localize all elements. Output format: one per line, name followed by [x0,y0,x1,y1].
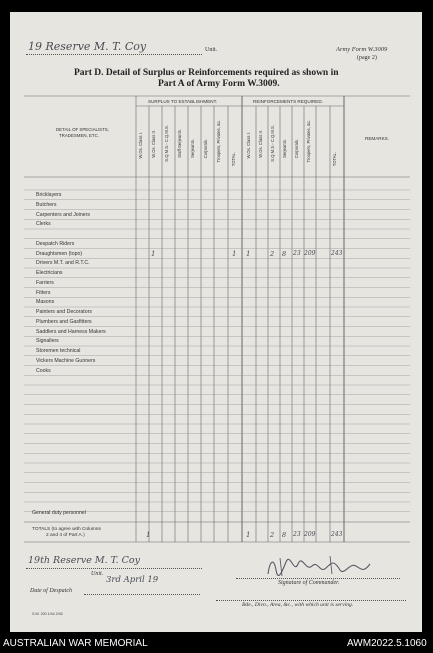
surplus-col-total: TOTAL. [231,152,236,167]
totals-reinf-class1: 1 [246,531,251,539]
drivers-surplus-total: 1 [232,250,237,258]
trade-row-label: Vickers Machine Gunners [36,357,96,364]
date-handwritten: 3rd April 19 [106,575,159,585]
unit-label: Unit. [205,47,218,53]
signature-underline [236,578,400,579]
trade-row-label: Carpenters and Joiners [36,211,90,218]
trade-row-label: Bricklayers [36,192,62,198]
page-number: (page 2) [357,55,377,61]
surplus-col-3: S.Q.M.S.- C.Q.M.S. [164,125,169,162]
reinf-col-5: Corporals. [294,139,299,159]
trade-row-label: Painters and Decorators [36,309,92,315]
totals-reinf-sqms: 2 [270,531,275,539]
surplus-col-7: Troopers, Privates, &c. [216,120,221,163]
surplus-header: SURPLUS TO ESTABLISHMENT. [148,99,218,104]
drivers-reinf-cpls: 23 [293,250,301,257]
reinf-col-3: S.Q.M.S.- C.Q.M.S. [270,125,275,162]
trade-row-label: Signallers [36,338,59,345]
trade-row-label: Farriers [36,279,54,286]
totals-surplus: 1 [146,531,151,539]
totals-reinf-sjts: 8 [282,531,287,539]
drivers-reinf-sqms: 2 [270,250,275,258]
reinf-col-4: Serjeants. [282,139,287,158]
drivers-reinf-total: 243 [331,250,343,257]
date-label: Date of Despatch [30,588,72,594]
reinf-col-total: TOTAL. [332,152,337,167]
reinf-col-2: W.Os. Class II. [258,130,263,158]
unit-bottom-handwritten: 19th Reserve M. T. Coy [28,555,140,566]
surplus-col-1: W.Os. Class I. [138,132,143,159]
drivers-surplus-value: 1 [151,250,156,258]
general-duty-label: General duty personnel [32,510,86,516]
bde-label: Bde., Divn., Area, &c., with which unit is serving. [242,602,354,608]
trade-row-label: Storemen technical [36,348,81,354]
reinforcements-header: REINFORCEMENTS REQUIRED. [253,99,323,104]
bde-underline [216,600,406,601]
trade-row-label: Clerks [36,221,51,228]
reinf-col-1: W.Os. Class I. [246,132,251,159]
reinf-col-6: Troopers, Privates, &c. [306,120,311,163]
trade-row-label: Drivers M.T. and R.T.C. [36,260,90,267]
signature-label: Signature of Commander. [278,580,340,586]
drivers-reinf-ptes: 209 [304,250,316,257]
detail-header-line1: DETAIL OF SPECIALISTS, [56,127,109,132]
drivers-reinf-class1: 1 [246,250,251,258]
surplus-col-6: Corporals. [203,139,208,159]
trade-row-label: Electricians [36,270,63,276]
drivers-reinf-sjts: 8 [282,250,287,258]
trade-row-label: Masons [36,299,55,306]
trade-row-label: Saddlers and Harness Makers [36,328,106,335]
totals-label-line1: TOTALS (to agree with Columns [32,527,101,532]
remarks-header: REMARKS. [365,136,389,141]
form-page [10,12,422,632]
surplus-col-5: Serjeants. [190,139,195,158]
print-code: S.W. 200 1/44 2/46 [32,612,63,616]
trade-row-label: Draughtsmen (topo) [36,250,83,257]
form-title-line2: Part A of Army Form W.3009. [158,79,280,89]
archive-footer [0,634,433,653]
trade-row-label: Fitters [36,289,51,296]
totals-reinf-total: 243 [331,531,343,538]
surplus-col-4: Staff-Serjeants. [177,129,182,158]
totals-reinf-ptes: 209 [304,531,316,538]
surplus-col-2: W.Os. Class II. [151,130,156,158]
unit-handwritten: 19 Reserve M. T. Coy [28,40,147,53]
detail-header-line2: TRADESMEN, ETC. [59,133,100,138]
trade-row-label: Despatch Riders [36,240,75,247]
form-title-line1: Part D. Detail of Surplus or Reinforcements required as shown in [74,68,339,78]
trade-row-label: Cooks [36,367,51,374]
date-underline [84,594,200,595]
footer-left: AUSTRALIAN WAR MEMORIAL [3,638,148,649]
footer-right: AWM2022.5.1060 [347,638,427,649]
totals-label-line2: 2 and 4 of Part A.) [46,533,85,538]
trade-row-label: Plumbers and Gasfitters [36,318,92,325]
form-number: Army Form W.3009 [336,46,388,53]
trade-row-label: Butchers [36,201,57,208]
totals-reinf-cpls: 23 [293,531,301,538]
unit-bottom-underline [26,568,202,569]
unit-bottom-label: Unit. [91,571,104,577]
